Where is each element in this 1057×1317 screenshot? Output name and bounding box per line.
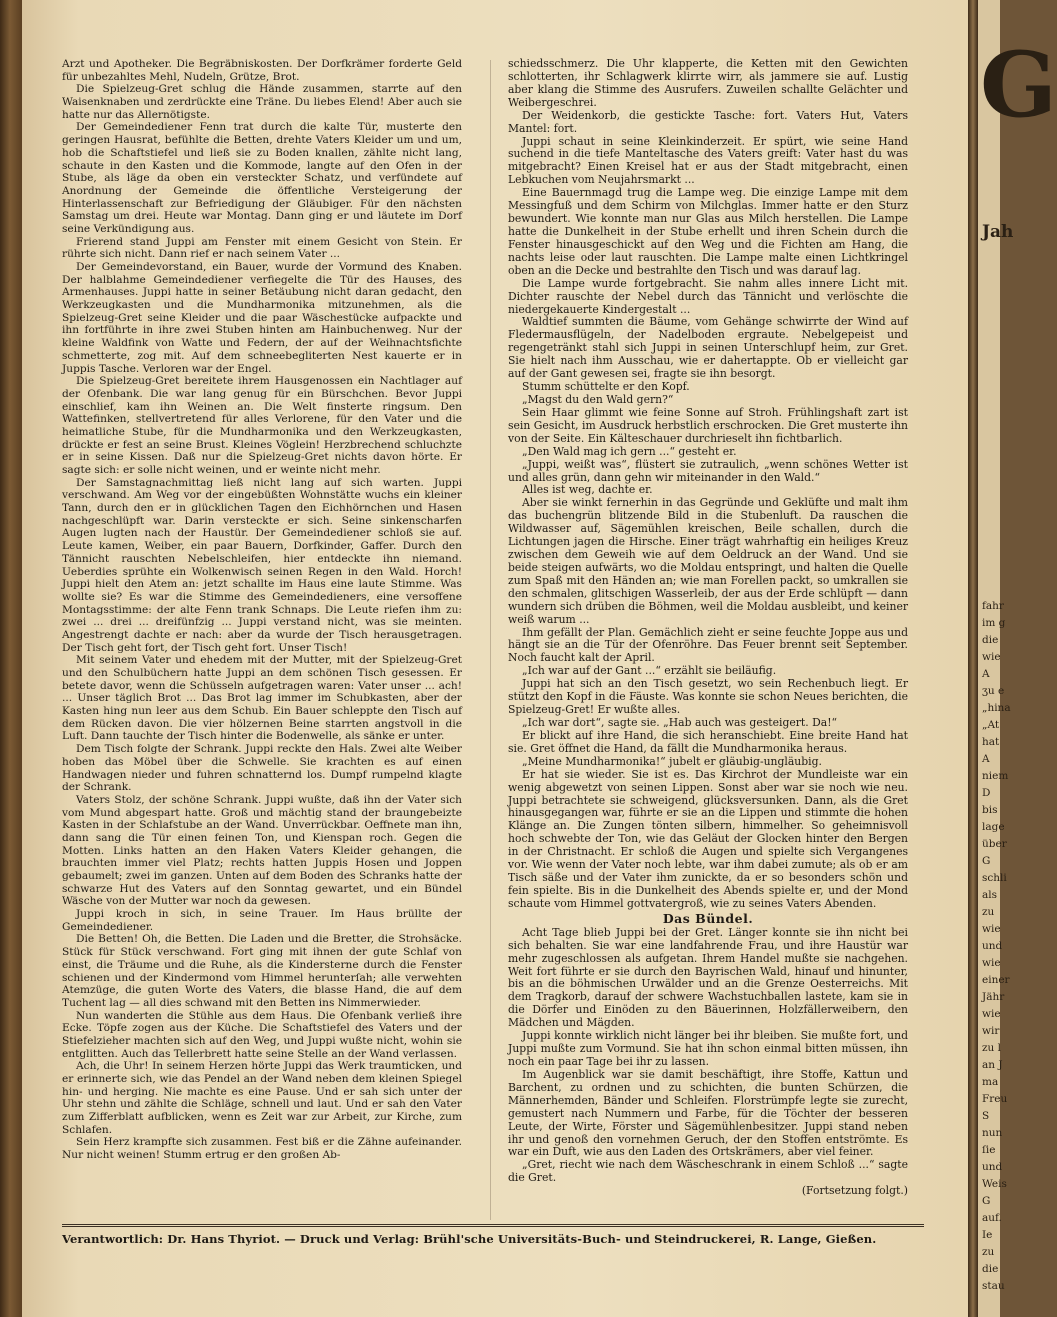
adjacent-page-fragment: die	[982, 634, 999, 646]
paragraph: Juppi hat sich an den Tisch gesetzt, wo sein Rechenbuch liegt. Er stützt den Kopf in die Fäuste. Was konnte sie schon Neues berichten, die Spielzeug-Gret! Er wußte alles.	[508, 677, 908, 717]
paragraph: Ihm gefällt der Plan. Gemächlich zieht er seine feuchte Joppe aus und hängt sie an die Tür der Ofenröhre. Das Feuer brennt seit September. Noch faucht kalt der April.	[508, 625, 908, 665]
adjacent-page-fragment: schli	[982, 872, 1007, 884]
paragraph: Die Spielzeug-Gret schlug die Hände zusammen, starrte auf den Waisenknaben und zerdrückte eine Träne. Du liebes Elend! Aber auch sie hatte nur das Allernötigste.	[62, 83, 462, 121]
adjacent-page-heading: Jah	[982, 222, 1014, 242]
paragraph: Er blickt auf ihre Hand, die sich heranschiebt. Eine breite Hand hat sie. Gret öffnet die Hand, da fällt die Mundharmonika heraus.	[508, 728, 908, 755]
adjacent-page-fragment: nun	[982, 1127, 1003, 1139]
adjacent-page-fragment: wie	[982, 923, 1001, 935]
adjacent-page-fragment: zu	[982, 1246, 995, 1258]
adjacent-page-fragment: und	[982, 940, 1003, 952]
adjacent-page-fragment: zu l	[982, 1042, 1001, 1054]
paragraph: Er hat sie wieder. Sie ist es. Das Kirchrot der Mundleiste war ein wenig abgewetzt von seinen Lippen. Sonst aber war sie noch wie neu. Juppi betrachtete sie schweigend, glücksversunken. Dann, als die Gret hinausgegangen war, führte er sie an die Lippen und stimmte die hohen Klänge an. Die Zungen tönten silbern, himmelher. So geheimnisvoll hoch schwebte der Ton, wie das Geläut der Glocken hinter den Bergen in der Christnacht. Er schloß die Augen und spielte sich Vergangenes vor. Wie wenn der Vater noch lebte, war ihm dabei zumute; als ob er am Tisch säße und der Vater ihm zunickte, da er so besonders schön und fein spielte. Bis in die Dunkelheit des Abends spielte er, und der Mond schaute vom Himmel gottvatergroß, wie zu seines Vaters Abenden.	[508, 767, 908, 910]
adjacent-page-fragment: Jähr	[982, 991, 1005, 1003]
paragraph: Die Lampe wurde fortgebracht. Sie nahm alles innere Licht mit. Dichter rauschte der Nebel durch das Tännicht und verlöschte die niedergekauerte Kindergestalt ...	[508, 276, 908, 316]
paragraph: „Juppi, weißt was“, flüstert sie zutraulich, „wenn schönes Wetter ist und alles grün, dann gehn wir miteinander in den Wald.“	[508, 457, 908, 484]
imprint-footer: Verantwortlich: Dr. Hans Thyriot. — Druck und Verlag: Brühl'sche Universitäts-Buch- und Steindruckerei, R. Lange, Gießen.	[62, 1232, 877, 1246]
adjacent-page-fragment: A	[982, 753, 990, 765]
adjacent-page-fragment: ma	[982, 1076, 999, 1088]
adjacent-page-fragment: Ie	[982, 1229, 993, 1241]
section-heading: Das Bündel.	[662, 910, 754, 926]
adjacent-page-fragment: G	[982, 855, 991, 867]
adjacent-page-fragment: fahr	[982, 600, 1004, 612]
adjacent-page-fragment: S	[982, 1110, 990, 1122]
paragraph: Der Gemeindevorstand, ein Bauer, wurde der Vormund des Knaben. Der halblahme Gemeindediener verfiegelte die Tür des Hauses, des Armenhauses. Juppi hatte in seiner Betäubung nicht daran gedacht, den Werkzeugkasten und die Mundharmonika mitzunehmen, als die Spielzeug-Gret seine Kleider und die paar Wäschestücke aufpackte und ihn fortführte in ihre zwei Stuben hinten am Hainbuchenweg. Nur der kleine Waldfink von Watte und Federn, der auf der Weihnachtsfichte schmetterte, zog mit. Auf dem schneebegliterten Nest kauerte er in Juppis Tasche. Verloren war der Engel.	[62, 261, 462, 375]
paragraph: Der Samstagnachmittag ließ nicht lang auf sich warten. Juppi verschwand. Am Weg vor der eingebüßten Wohnstätte wuchs ein kleiner Tann, durch den er in glücklichen Tagen den Eichhörnchen und Hasen nachgeschlüpft war. Darin versteckte er sich. Seine sinkenscharfen Augen lugten nach der Haustür. Der Gemeindediener schloß sie auf. Leute kamen, Weiber, ein paar Bauern, Dorfkinder, Gaffer. Durch den Tännicht rauschten Nebelschleifen, hier entdeckte ihn niemand. Ueberdies sprühte ein Wolkenwisch seinen Regen in den Wald. Horch! Juppi hielt den Atem an: jetzt schallte im Haus eine laute Stimme. Was wollte sie? Es war die Stimme des Gemeindedieners, eine versoffene Montagsstimme: der alte Fenn trank Schnaps. Die Leute riefen ihm zu: zwei ... drei ... dreifünfzig ... Juppi verstand nicht, was sie meinten. Angestrengt dachte er nach: aber da wurde der Tisch herausgetragen. Der Tisch geht fort, der Tisch geht fort. Unser Tisch!	[62, 476, 462, 654]
paragraph: Juppi schaut in seine Kleinkinderzeit. Er spürt, wie seine Hand suchend in die tiefe Manteltasche des Vaters greift: Vater hast du was mitgebracht? Einen Kreisel hat er aus der Stadt mitgebracht, einen Lebkuchen vom Neujahrsmarkt ...	[508, 134, 908, 187]
adjacent-page-fragment: niem	[982, 770, 1009, 782]
adjacent-page-fragment: auf.	[982, 1212, 1002, 1224]
adjacent-page-fragment: Weis	[982, 1178, 1007, 1190]
adjacent-page-fragment: wie	[982, 1008, 1001, 1020]
paragraph: Frierend stand Juppi am Fenster mit einem Gesicht von Stein. Er rührte sich nicht. Dann rief er nach seinem Vater ...	[62, 235, 462, 261]
adjacent-page-fragment: als	[982, 889, 998, 901]
paragraph: schiedsschmerz. Die Uhr klapperte, die Ketten mit den Gewichten schlotterten, ihr Schlagwerk klirrte wirr, als jammere sie auf. Lustig aber klang die Stimme des Ausrufers. Zuweilen schallte Gelächter und Weibergeschrei.	[508, 57, 908, 109]
paragraph: „Ich war auf der Gant ...“ erzählt sie beiläufig.	[522, 664, 777, 678]
adjacent-page-fragment: „At	[982, 719, 1000, 731]
adjacent-page-fragment: wir	[982, 1025, 1000, 1037]
paragraph: „Meine Mundharmonika!“ jubelt er gläubig-ungläubig.	[522, 754, 822, 768]
adjacent-page-fragment: hat	[982, 736, 1000, 748]
column-divider	[490, 60, 491, 1220]
adjacent-page-fragment: stau	[982, 1280, 1005, 1292]
adjacent-page-fragment: D	[982, 787, 991, 799]
paragraph: „Ich war dort“, sagte sie. „Hab auch was gesteigert. Da!“	[522, 716, 838, 730]
adjacent-page-fragment: wie	[982, 957, 1001, 969]
paragraph: Aber sie winkt fernerhin in das Gegründe und Geklüfte und malt ihm das buchengrün blitzende Bild in die Stubenluft. Da rauschen die Wildwasser auf, Sägemühlen kreischen, Beile schallen, durch die Lichtungen jagen die Hirsche. Einer trägt wahrhaftig ein heiliges Kreuz zwischen dem Geweih wie auf dem Oeldruck an der Wand. Und sie beide steigen aufwärts, wo die Moldau entspringt, und halten die Quelle zum Spaß mit den Händen an; wie man Forellen packt, so umkrallen sie den schmalen, glitschigen Wasserleib, der aus der Erde schlüpft — dann wundern sich drüben die Böhmen, weil die Moldau ausbleibt, und keiner weiß warum ...	[508, 496, 908, 626]
adjacent-page-fragment: über	[982, 838, 1007, 850]
adjacent-page-fragment: „hina	[982, 702, 1011, 714]
adjacent-page-initial: G	[980, 32, 1057, 138]
paragraph: Sein Haar glimmt wie feine Sonne auf Stroh. Frühlingshaft zart ist sein Gesicht, im Ausdruck herbstlich erschrocken. Die Gret musterte ihn von der Seite. Ein Kälteschauer durchrieselt ihn fichtbarlich.	[508, 405, 908, 445]
paragraph: Waldtief summten die Bäume, vom Gehänge schwirrte der Wind auf Fledermausflügeln, der Nadelboden ergraute. Nebelgepeist und regengetränkt stahl sich Juppi in seinen Unterschlupf heim, zur Gret. Sie hielt nach ihm Ausschau, wie er dahertappte. Ob er vielleicht gar auf der Gant gewesen sei, fragte sie ihn besorgt.	[508, 315, 908, 381]
paragraph: Eine Bauernmagd trug die Lampe weg. Die einzige Lampe mit dem Messingfuß und dem Schirm von Milchglas. Immer hatte er den Sturz bewundert. Wie konnte man nur Glas aus Milch herstellen. Die Lampe hatte die Dunkelheit in der Stube erhellt und ihren Schein durch die Fenster hinausgeschickt auf den Weg und die Fichten am Hang, die nachts leise oder laut rauschten. Die Lampe malte einen Lichtkringel oben an die Decke und bestrahlte den Tisch und was darauf lag.	[508, 186, 908, 277]
paragraph: Dem Tisch folgte der Schrank. Juppi reckte den Hals. Zwei alte Weiber hoben das Möbel über die Schwelle. Sie krachten es auf einen Handwagen nieder und fuhren schnatternd los. Dumpf rumpelnd klagte der Schrank.	[62, 743, 462, 794]
paragraph: Juppi kroch in sich, in seine Trauer. Im Haus brüllte der Gemeindediener.	[62, 908, 462, 933]
adjacent-page-edge	[978, 0, 1057, 1317]
footer-rule-double	[62, 1226, 924, 1227]
paragraph: Im Augenblick war sie damit beschäftigt, ihre Stoffe, Kattun und Barchent, zu ordnen und zu schichten, die bunten Schürzen, die Männerhemden, Bänder und Schleifen. Florstrümpfe legte sie zurecht, gemustert nach Nummern und Farbe, für die Töchter der besseren Leute, der Wirte, Förster und Sägemühlenbesitzer. Juppi stand neben ihr und genoß den vornehmen Geruch, der den Stoffen entströmte. Es war ein Duft, wie aus den Laden des Ortskrämers, aber viel feiner.	[508, 1067, 908, 1159]
adjacent-page-fragment: an J	[982, 1059, 1003, 1071]
paragraph: Die Betten! Oh, die Betten. Die Laden und die Bretter, die Strohsäcke. Stück für Stück verschwand. Fort ging mit ihnen der gute Schlaf von einst, die Träume und die Ruhe, als die Kindersterne durch die Fenster schienen und der Kindermond vom Himmel herunterſah; alle verwehten Atemzüge, die guten Worte des Vaters, die blasse Hand, die auf dem Tuchent lag — all dies schwand mit den Betten ins Nimmerwieder.	[62, 933, 462, 1009]
paragraph: Juppi konnte wirklich nicht länger bei ihr bleiben. Sie mußte fort, und Juppi mußte zum Vormund. Sie hat ihn schon einmal bitten müssen, ihn noch ein paar Tage bei ihr zu lassen.	[508, 1029, 908, 1068]
paragraph: Nun wanderten die Stühle aus dem Haus. Die Ofenbank verließ ihre Ecke. Töpfe zogen aus der Küche. Die Schaftstiefel des Vaters und der Stiefelzieher machten sich auf den Weg, und Juppi wußte nicht, wohin sie entglitten. Auch das Tellerbrett hatte seine Stelle an der Wand verlassen.	[62, 1009, 462, 1060]
paragraph: Sein Herz krampfte sich zusammen. Fest biß er die Zähne aufeinander. Nur nicht weinen! Stumm ertrug er den großen Ab-	[62, 1136, 462, 1162]
paragraph: Stumm schüttelte er den Kopf.	[522, 380, 690, 394]
adjacent-page-fragment: zu	[982, 906, 995, 918]
paragraph: Acht Tage blieb Juppi bei der Gret. Länger konnte sie ihn nicht bei sich behalten. Sie war eine landfahrende Frau, und ihre Haustür war mehr zugeschlossen als aufgetan. Ihrem Handel mußte sie nachgehen. Weit fort führte er sie durch den Bayrischen Wald, hinauf und hinunter, bis an die böhmischen Urwälder und an die Grenze Oesterreichs. Mit dem Tragkorb, darauf der schwere Wachstuchballen lastete, kam sie in die Dörfer und Einöden zu den Bäuerinnen, Holzfällerweibern, den Mädchen und Mägden.	[508, 925, 908, 1030]
footer-rule	[62, 1224, 924, 1225]
adjacent-page-fragment: im g	[982, 617, 1006, 629]
paragraph: „Magst du den Wald gern?“	[522, 392, 674, 406]
adjacent-page-fragment: G	[982, 1195, 991, 1207]
paragraph: Mit seinem Vater und ehedem mit der Mutter, mit der Spielzeug-Gret und den Schulbüchern hatte Juppi an dem schönen Tisch gesessen. Er betete davor, wenn die Schüsseln aufgetragen waren: Vater unser ... ach! ... Unser täglich Brot ... Das Brot lag immer im Schubkasten, aber der Kasten hing nun leer aus dem Schub. Ein Bauer schleppte den Tisch auf dem Rücken davon. Die vier hölzernen Beine starrten angstvoll in die Luft. Dann tauchte der Tisch hinter die Bodenwelle, als sänke er unter.	[62, 654, 462, 743]
paragraph: Alles ist weg, dachte er.	[522, 483, 653, 497]
adjacent-page-fragment: ʒu e	[982, 685, 1005, 697]
adjacent-page-fragment: die	[982, 1263, 999, 1275]
paragraph: Ach, die Uhr! In seinem Herzen hörte Juppi das Werk traumticken, und er erinnerte sich, wie das Pendel an der Wand neben dem kleinen Spiegel hin- und herging. Nie machte es eine Pause. Und er sah sich unter der Uhr stehn und zählte die Schläge, schnell und laut. Und er sah den Vater zum Zifferblatt aufblicken, wenn es Zeit war zur Arbeit, zur Kirche, zum Schlafen.	[62, 1060, 462, 1136]
adjacent-page-fragment: A	[982, 668, 990, 680]
paragraph: Der Weidenkorb, die gestickte Tasche: fort. Vaters Hut, Vaters Mantel: fort.	[508, 108, 908, 135]
adjacent-page-fragment: bis	[982, 804, 998, 816]
continuation-note: (Fortsetzung folgt.)	[801, 1184, 908, 1198]
adjacent-page-fragment: und	[982, 1161, 1003, 1173]
paragraph: Arzt und Apotheker. Die Begräbniskosten. Der Dorfkrämer forderte Geld für unbezahltes Mehl, Nudeln, Grütze, Brot.	[62, 58, 462, 83]
book-binding	[0, 0, 22, 1317]
left-text-column	[62, 58, 462, 1162]
paragraph: Der Gemeindediener Fenn trat durch die kalte Tür, musterte den geringen Hausrat, befühlte die Betten, drehte Vaters Kleider um und um, hob die Schaftstiefel und ließ sie zu Boden knallen, zählte nicht lang, schaute in den Kasten und die Kommode, langte auf den Ofen in der Stube, als läge da oben ein versteckter Schatz, und verfündete auf Anordnung der Gemeinde die öffentliche Versteigerung der Hinterlassenschaft zur Befriedigung der Gläubiger. Für den nächsten Samstag um drei. Heute war Montag. Dann ging er und läutete im Dorf seine Verkündigung aus.	[62, 121, 462, 235]
right-text-column	[508, 58, 908, 1198]
paragraph: Vaters Stolz, der schöne Schrank. Juppi wußte, daß ihn der Vater sich vom Mund abgespart hatte. Groß und mächtig stand der braungebeizte Kasten in der Schlafstube an der Wand. Unverrückbar. Oeffnete man ihn, dann sang die Tür einen feinen Ton, und Kienspan roch. Gegen die Motten. Links hatten an den Haken Vaters Kleider gehangen, die brauchten immer viel Platz; rechts hatten Juppis Hosen und Joppen gebaumelt; zwei im ganzen. Unten auf dem Boden des Schranks hatte der schwarze Hut des Vaters auf den Sonntag gewartet, und ein Bündel Wäsche von der Mutter war noch da gewesen.	[62, 793, 462, 908]
adjacent-page-fragment: ſie	[982, 1144, 996, 1156]
paragraph: „Gret, riecht wie nach dem Wäscheschrank in einem Schloß ...“ sagte die Gret.	[508, 1158, 908, 1185]
paragraph: Die Spielzeug-Gret bereitete ihrem Hausgenossen ein Nachtlager auf der Ofenbank. Die war lang genug für ein Bürschchen. Bevor Juppi einschlief, kam ihn Weinen an. Die Welt finsterte ringsum. Den Wattefinken, stellvertretend für alles Verlorene, für den Vater und die heimatliche Stube, für die Mundharmonika und den Werkzeugkasten, drückte er fest an seine Brust. Kleines Vöglein! Herzbrechend schluchzte er in seine Kissen. Daß nur die Spielzeug-Gret nichts davon hörte. Er sagte sich: er solle nicht weinen, und er weinte nicht mehr.	[62, 375, 462, 476]
paragraph: „Den Wald mag ich gern ...“ gesteht er.	[522, 444, 737, 458]
page-gutter	[968, 0, 978, 1317]
adjacent-page-fragment: einer	[982, 974, 1010, 986]
adjacent-page-fragment: lage	[982, 821, 1005, 833]
adjacent-page-fragment: wie	[982, 651, 1001, 663]
adjacent-page-fragment: Freu	[982, 1093, 1008, 1105]
